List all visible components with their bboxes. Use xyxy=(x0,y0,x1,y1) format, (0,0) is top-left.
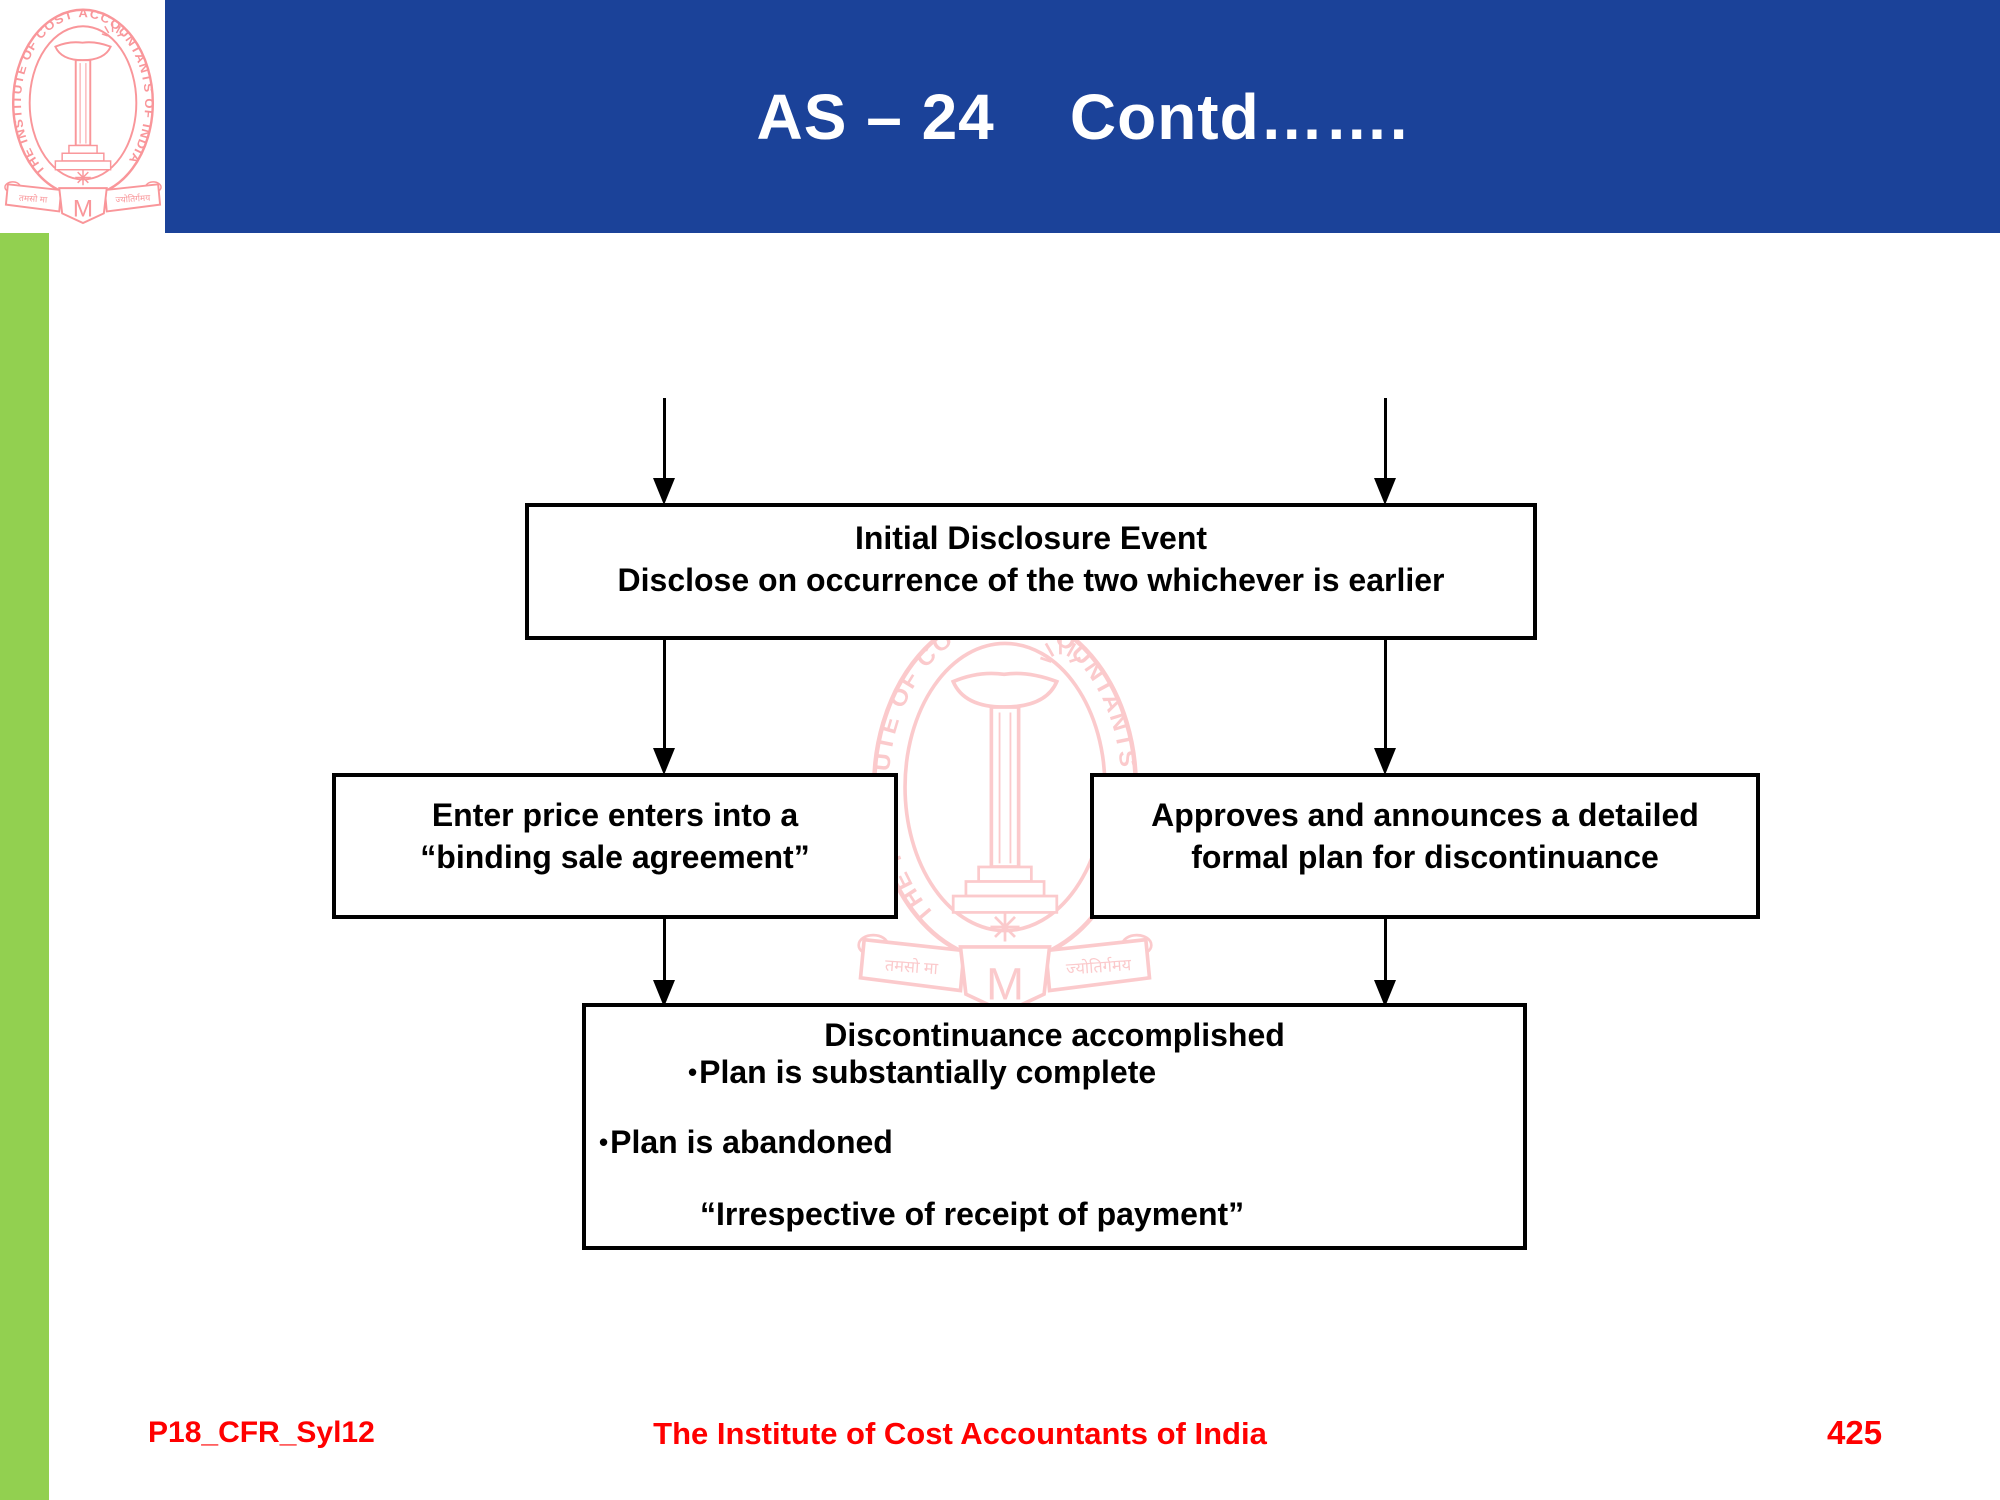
arrow-top-left xyxy=(652,398,676,505)
flowchart-box-formal-plan xyxy=(1090,773,1760,919)
header-bar xyxy=(165,0,2000,233)
arrow-shaft xyxy=(663,398,666,478)
bullet-icon: • xyxy=(688,1057,698,1087)
green-accent-bar xyxy=(0,233,49,1500)
institute-logo xyxy=(0,0,165,233)
flowchart-box-binding-sale-agreement xyxy=(332,773,898,919)
box-text-line: “Irrespective of receipt of payment” xyxy=(700,1196,1245,1232)
box-text-line: Initial Disclosure Event xyxy=(854,520,1208,556)
box-text-line: formal plan for discontinuance xyxy=(1191,839,1659,875)
box-bullet-line xyxy=(688,1052,1156,1092)
arrow-head xyxy=(1374,478,1396,505)
arrow-head xyxy=(653,478,675,505)
arrow-head xyxy=(1374,748,1396,775)
box-text-line: Enter price enters into a xyxy=(431,797,799,833)
box-text-line: Discontinuance accomplished xyxy=(824,1017,1285,1053)
flowchart-box-initial-disclosure xyxy=(525,503,1537,640)
arrow-shaft xyxy=(1384,638,1387,748)
arrow-to-formal-plan-box xyxy=(1373,638,1397,775)
arrow-head xyxy=(653,748,675,775)
box-bullet-line xyxy=(597,1122,893,1162)
arrow-shaft xyxy=(1384,917,1387,980)
arrow-top-right xyxy=(1373,398,1397,505)
footer-institute-name: The Institute of Cost Accountants of India xyxy=(653,1416,1267,1451)
footer-page-number: 425 xyxy=(1827,1414,1883,1451)
bullet-icon: • xyxy=(599,1127,609,1157)
flowchart-box-discontinuance-accomplished xyxy=(582,1003,1527,1250)
arrow-shaft xyxy=(1384,398,1387,478)
box-text-line: “binding sale agreement” xyxy=(420,839,810,875)
box-text-line: Approves and announces a detailed xyxy=(1151,797,1699,833)
institute-logo-icon xyxy=(3,2,163,225)
arrow-shaft xyxy=(663,638,666,748)
box-text-line: Plan is substantially complete xyxy=(699,1054,1157,1090)
arrow-to-binding-sale-box xyxy=(652,638,676,775)
arrow-to-bottom-box-right xyxy=(1373,917,1397,1007)
arrow-to-bottom-box-left xyxy=(652,917,676,1007)
footer-course-code: P18_CFR_Syl12 xyxy=(148,1416,375,1449)
box-text-line: Plan is abandoned xyxy=(610,1124,893,1160)
arrow-shaft xyxy=(663,917,666,980)
box-text-line: Disclose on occurrence of the two whichever is earlier xyxy=(617,562,1445,598)
slide-title: AS – 24 Contd……. xyxy=(756,80,1409,153)
